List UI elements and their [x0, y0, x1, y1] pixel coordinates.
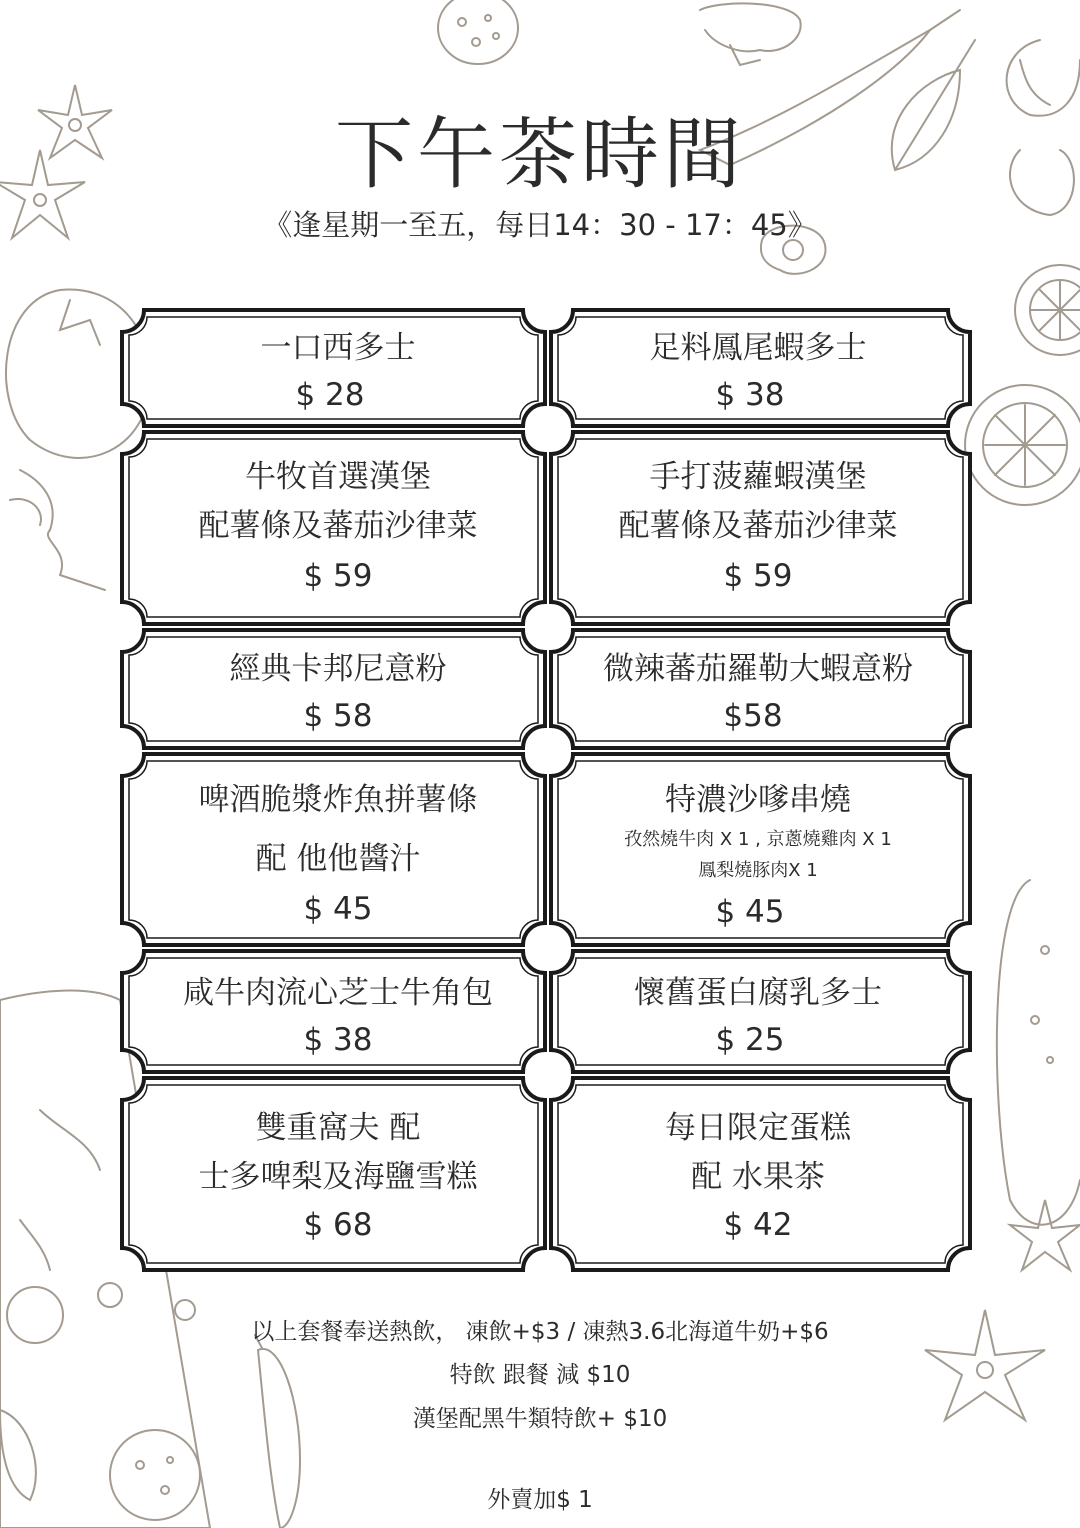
- item-name: 懷舊蛋白腐乳多士: [634, 975, 882, 1011]
- drink-note: 以上套餐奉送熱飲， 凍飲+$3 / 凍熱3.6北海道牛奶+$6: [251, 1319, 829, 1345]
- item-name: 配薯條及蕃茄沙律菜: [618, 507, 898, 544]
- drink-note: 特飲 跟餐 減 $10: [449, 1362, 631, 1388]
- item-name: 微辣蕃茄羅勒大蝦意粉: [603, 651, 913, 687]
- menu-item: [128, 777, 548, 933]
- item-name: 士多啤梨及海鹽雪糕: [198, 1158, 478, 1195]
- menu-item: [548, 777, 968, 935]
- menu-item: [128, 646, 548, 739]
- item-name: 配薯條及蕃茄沙律菜: [198, 507, 478, 544]
- item-price: $ 45: [303, 891, 373, 927]
- item-price: $ 25: [715, 1021, 785, 1058]
- takeaway-note: 外賣加$ 1: [487, 1487, 593, 1513]
- item-name: 啤酒脆漿炸魚拼薯條: [198, 782, 478, 818]
- menu-item: [128, 1105, 548, 1249]
- item-price: $ 58: [303, 697, 373, 734]
- page-title: 下午茶時間: [334, 110, 745, 200]
- menu-item: [548, 325, 968, 418]
- item-name: 配 他他醬汁: [255, 840, 421, 877]
- item-name: 手打菠蘿蝦漢堡: [649, 459, 867, 495]
- item-name: 咸牛肉流心芝士牛角包: [183, 975, 493, 1011]
- item-price: $ 42: [723, 1207, 793, 1243]
- menu-item: [128, 970, 548, 1063]
- item-price: $ 28: [295, 376, 365, 413]
- item-name: 經典卡邦尼意粉: [229, 651, 447, 687]
- item-name: 配 水果茶: [691, 1158, 825, 1195]
- item-details: 鳳梨燒豚肉X 1: [698, 860, 818, 881]
- item-name: 一口西多士: [260, 330, 416, 366]
- service-hours: 《逢星期一至五，每日14：30 - 17：45》: [263, 208, 817, 242]
- menu-item: [548, 454, 968, 600]
- menu-item: [548, 1105, 968, 1249]
- item-name: 牛牧首選漢堡: [245, 459, 431, 495]
- item-price: $ 45: [715, 893, 785, 930]
- item-price: $ 38: [303, 1021, 373, 1058]
- item-name: 特濃沙嗲串燒: [665, 782, 851, 818]
- drink-note: 漢堡配黑牛類特飲+ $10: [412, 1406, 668, 1432]
- item-price: $ 59: [723, 558, 793, 594]
- item-price: $58: [723, 697, 783, 734]
- item-price: $ 59: [303, 558, 373, 594]
- item-name: 每日限定蛋糕: [665, 1110, 851, 1146]
- menu-item: [548, 970, 968, 1063]
- item-details: 孜然燒牛肉 X 1 , 京蔥燒雞肉 X 1: [624, 828, 892, 850]
- item-name: 足料鳳尾蝦多士: [649, 330, 867, 366]
- menu-item: [548, 646, 968, 739]
- item-price: $ 38: [715, 376, 785, 413]
- item-name: 雙重窩夫 配: [255, 1110, 421, 1146]
- menu-item: [128, 454, 548, 600]
- item-price: $ 68: [303, 1207, 373, 1243]
- menu-item: [128, 325, 548, 418]
